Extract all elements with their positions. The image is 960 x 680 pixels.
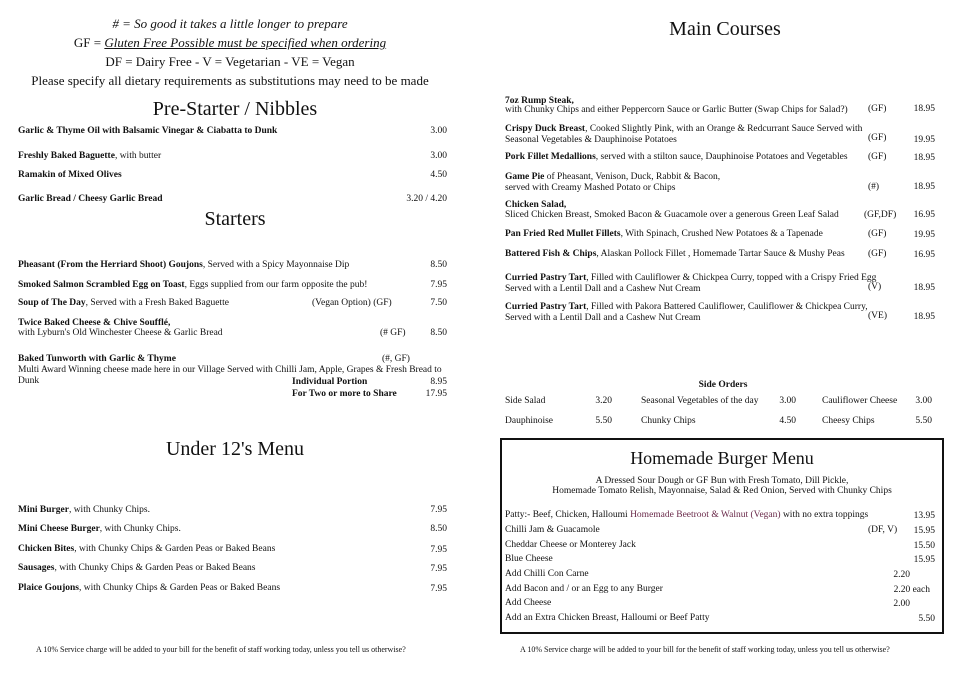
dietary-tag: (# GF) [380, 328, 406, 338]
item-price: 16.95 [913, 250, 935, 260]
menu-item: Soup of The Day, Served with a Fresh Baked Baguette [18, 298, 229, 308]
menu-item: Pan Fried Red Mullet Fillets, With Spinach, Crushed New Potatoes & a Tapenade [505, 229, 823, 239]
burger-item: Chilli Jam & Guacamole [505, 525, 600, 535]
side-item: Side Salad [505, 396, 546, 406]
menu-item-desc: Sliced Chicken Breast, Smoked Bacon & Guacamole over a generous Green Leaf Salad [505, 210, 839, 220]
dietary-tag: (GF) [868, 152, 887, 162]
burger-price: 13.95 [913, 511, 935, 521]
starters-title: Starters [204, 208, 266, 230]
dietary-tag: (DF, V) [868, 525, 898, 535]
item-price: 19.95 [913, 135, 935, 145]
burger-price: 15.50 [913, 541, 935, 551]
mains-title: Main Courses [669, 18, 781, 40]
dietary-tag: (GF) [868, 104, 887, 114]
side-price: 3.00 [915, 396, 932, 406]
burger-title: Homemade Burger Menu [630, 448, 814, 468]
item-price: 18.95 [913, 104, 935, 114]
side-orders-title: Side Orders [698, 380, 748, 390]
burger-intro: Homemade Tomato Relish, Mayonnaise, Salad & Red Onion, Served with Chunky Chips [552, 486, 892, 496]
addon-price: 2.20 each [893, 585, 930, 595]
menu-item: Crispy Duck Breast, Cooked Slightly Pink, with an Orange & Redcurrant Sauce Served with Seasonal Vegetables & Dauphinoise Potatoes [505, 124, 863, 145]
dietary-tag: (Vegan Option) (GF) [312, 298, 392, 308]
menu-item-desc: Multi Award Winning cheese made here in our Village Served with Chilli Jam, Apple, Grapes & Fresh Bread to Dunk [18, 365, 442, 386]
menu-item: Mini Cheese Burger, with Chunky Chips. [18, 524, 181, 534]
portion-label: Individual Portion [292, 377, 368, 387]
addon-price: 2.00 [893, 599, 910, 609]
legend-line-1: # = So good it takes a little longer to prepare [112, 16, 348, 31]
item-price: 18.95 [913, 182, 935, 192]
side-item: Chunky Chips [641, 416, 696, 426]
item-price: 7.95 [430, 280, 447, 290]
side-price: 5.50 [915, 416, 932, 426]
menu-item: Curried Pastry Tart, Filled with Cauliflower & Chickpea Curry, topped with a Crispy Fried Egg Served with a Lentil Dall and a Cashew Nut Cream [505, 273, 877, 294]
dietary-legend [0, 14, 460, 90]
menu-item: Ramakin of Mixed Olives [18, 170, 122, 180]
side-item: Cauliflower Cheese [822, 396, 898, 406]
burger-price: 15.95 [913, 555, 935, 565]
legend-line-3: DF = Dairy Free - V = Vegetarian - VE = Vegan [105, 54, 355, 69]
legend-line-4: Please specify all dietary requirements as substitutions may need to be made [31, 73, 429, 88]
menu-item-name: 7oz Rump Steak, [505, 96, 574, 106]
item-price: 18.95 [913, 283, 935, 293]
menu-item: Battered Fish & Chips, Alaskan Pollock Fillet , Homemade Tartar Sauce & Mushy Peas [505, 249, 845, 259]
legend-gf-prefix: GF = [73, 35, 105, 50]
burger-patty-line: Patty:- Beef, Chicken, Halloumi Homemade Beetroot & Walnut (Vegan) with no extra toppings [505, 510, 869, 520]
item-price: 8.50 [430, 524, 447, 534]
menu-item: Garlic & Thyme Oil with Balsamic Vinegar & Ciabatta to Dunk [18, 126, 278, 136]
side-price: 4.50 [779, 416, 796, 426]
side-item: Seasonal Vegetables of the day [641, 396, 759, 406]
menu-item: Smoked Salmon Scrambled Egg on Toast, Eggs supplied from our farm opposite the pub! [18, 280, 368, 290]
menu-item: Plaice Goujons, with Chunky Chips & Garden Peas or Baked Beans [18, 583, 281, 593]
portion-label: For Two or more to Share [292, 389, 397, 399]
item-price: 3.20 / 4.20 [406, 194, 447, 204]
item-price: 18.95 [913, 312, 935, 322]
service-charge-note: A 10% Service charge will be added to your bill for the benefit of staff working today, unless you tell us otherwise? [36, 645, 406, 654]
item-price: 7.50 [430, 298, 447, 308]
item-price: 3.00 [430, 151, 447, 161]
item-price: 8.50 [430, 260, 447, 270]
prestarter-title: Pre-Starter / Nibbles [152, 98, 318, 120]
menu-item: Mini Burger, with Chunky Chips. [18, 505, 150, 515]
item-price: 17.95 [425, 389, 447, 399]
burger-item: Blue Cheese [505, 554, 553, 564]
menu-item-name: Twice Baked Cheese & Chive Soufflé, [18, 318, 171, 328]
item-price: 7.95 [430, 545, 447, 555]
menu-item: Chicken Bites, with Chunky Chips & Garden Peas or Baked Beans [18, 544, 276, 554]
vegan-patty-option: Homemade Beetroot & Walnut (Vegan) [630, 510, 781, 520]
menu-item: Curried Pastry Tart, Filled with Pakora Battered Cauliflower, Cauliflower & Chickpea Curry, Served with a Lentil Dall and a Cashew Nut Cream [505, 302, 868, 323]
legend-gf-text: Gluten Free Possible must be specified when ordering [104, 35, 387, 50]
menu-item: Pheasant (From the Herriard Shoot) Goujons, Served with a Spicy Mayonnaise Dip [18, 260, 350, 270]
side-item: Cheesy Chips [822, 416, 875, 426]
burger-item: Cheddar Cheese or Monterey Jack [505, 540, 636, 550]
burger-price: 15.95 [913, 526, 935, 536]
side-item: Dauphinoise [505, 416, 554, 426]
dietary-tag: (V) [868, 282, 882, 292]
dietary-tag: (GF) [868, 249, 887, 259]
side-price: 3.00 [779, 396, 796, 406]
menu-item: Freshly Baked Baguette, with butter [18, 151, 162, 161]
menu-item: Pork Fillet Medallions, served with a stilton sauce, Dauphinoise Potatoes and Vegetables [505, 152, 848, 162]
menu-item: Game Pie of Pheasant, Venison, Duck, Rabbit & Bacon, served with Creamy Mashed Potato or Chips [505, 172, 721, 193]
burger-addon: Add Bacon and / or an Egg to any Burger [505, 584, 663, 594]
item-price: 7.95 [430, 505, 447, 515]
item-price: 7.95 [430, 584, 447, 594]
item-price: 4.50 [430, 170, 447, 180]
menu-item-name: Chicken Salad, [505, 200, 567, 210]
burger-addon: Add an Extra Chicken Breast, Halloumi or Beef Patty [505, 613, 710, 623]
addon-price: 2.20 [893, 570, 910, 580]
service-charge-note: A 10% Service charge will be added to your bill for the benefit of staff working today, unless you tell us otherwise? [520, 645, 890, 654]
dietary-tag: (#) [868, 182, 880, 192]
item-price: 7.95 [430, 564, 447, 574]
dietary-tag: (GF) [868, 229, 887, 239]
addon-price: 5.50 [918, 614, 935, 624]
dietary-tag: (GF,DF) [864, 210, 897, 220]
dietary-tag: (#, GF) [382, 354, 410, 364]
burger-addon: Add Cheese [505, 598, 552, 608]
item-price: 18.95 [913, 153, 935, 163]
item-price: 8.50 [430, 328, 447, 338]
burger-addon: Add Chilli Con Carne [505, 569, 589, 579]
menu-item-desc: with Lyburn's Old Winchester Cheese & Garlic Bread [18, 328, 223, 338]
under12-title: Under 12's Menu [165, 438, 305, 460]
side-price: 3.20 [595, 396, 612, 406]
item-price: 8.95 [430, 377, 447, 387]
item-price: 16.95 [913, 210, 935, 220]
dietary-tag: (VE) [868, 311, 887, 321]
item-price: 19.95 [913, 230, 935, 240]
menu-item: Garlic Bread / Cheesy Garlic Bread [18, 194, 163, 204]
menu-item-desc: with Chunky Chips and either Peppercorn Sauce or Garlic Butter (Swap Chips for Salad?) [505, 105, 848, 115]
burger-intro: A Dressed Sour Dough or GF Bun with Fresh Tomato, Dill Pickle, [595, 476, 849, 486]
side-price: 5.50 [595, 416, 612, 426]
dietary-tag: (GF) [868, 133, 887, 143]
menu-item-name: Baked Tunworth with Garlic & Thyme [18, 354, 176, 364]
item-price: 3.00 [430, 126, 447, 136]
menu-item: Sausages, with Chunky Chips & Garden Peas or Baked Beans [18, 563, 256, 573]
